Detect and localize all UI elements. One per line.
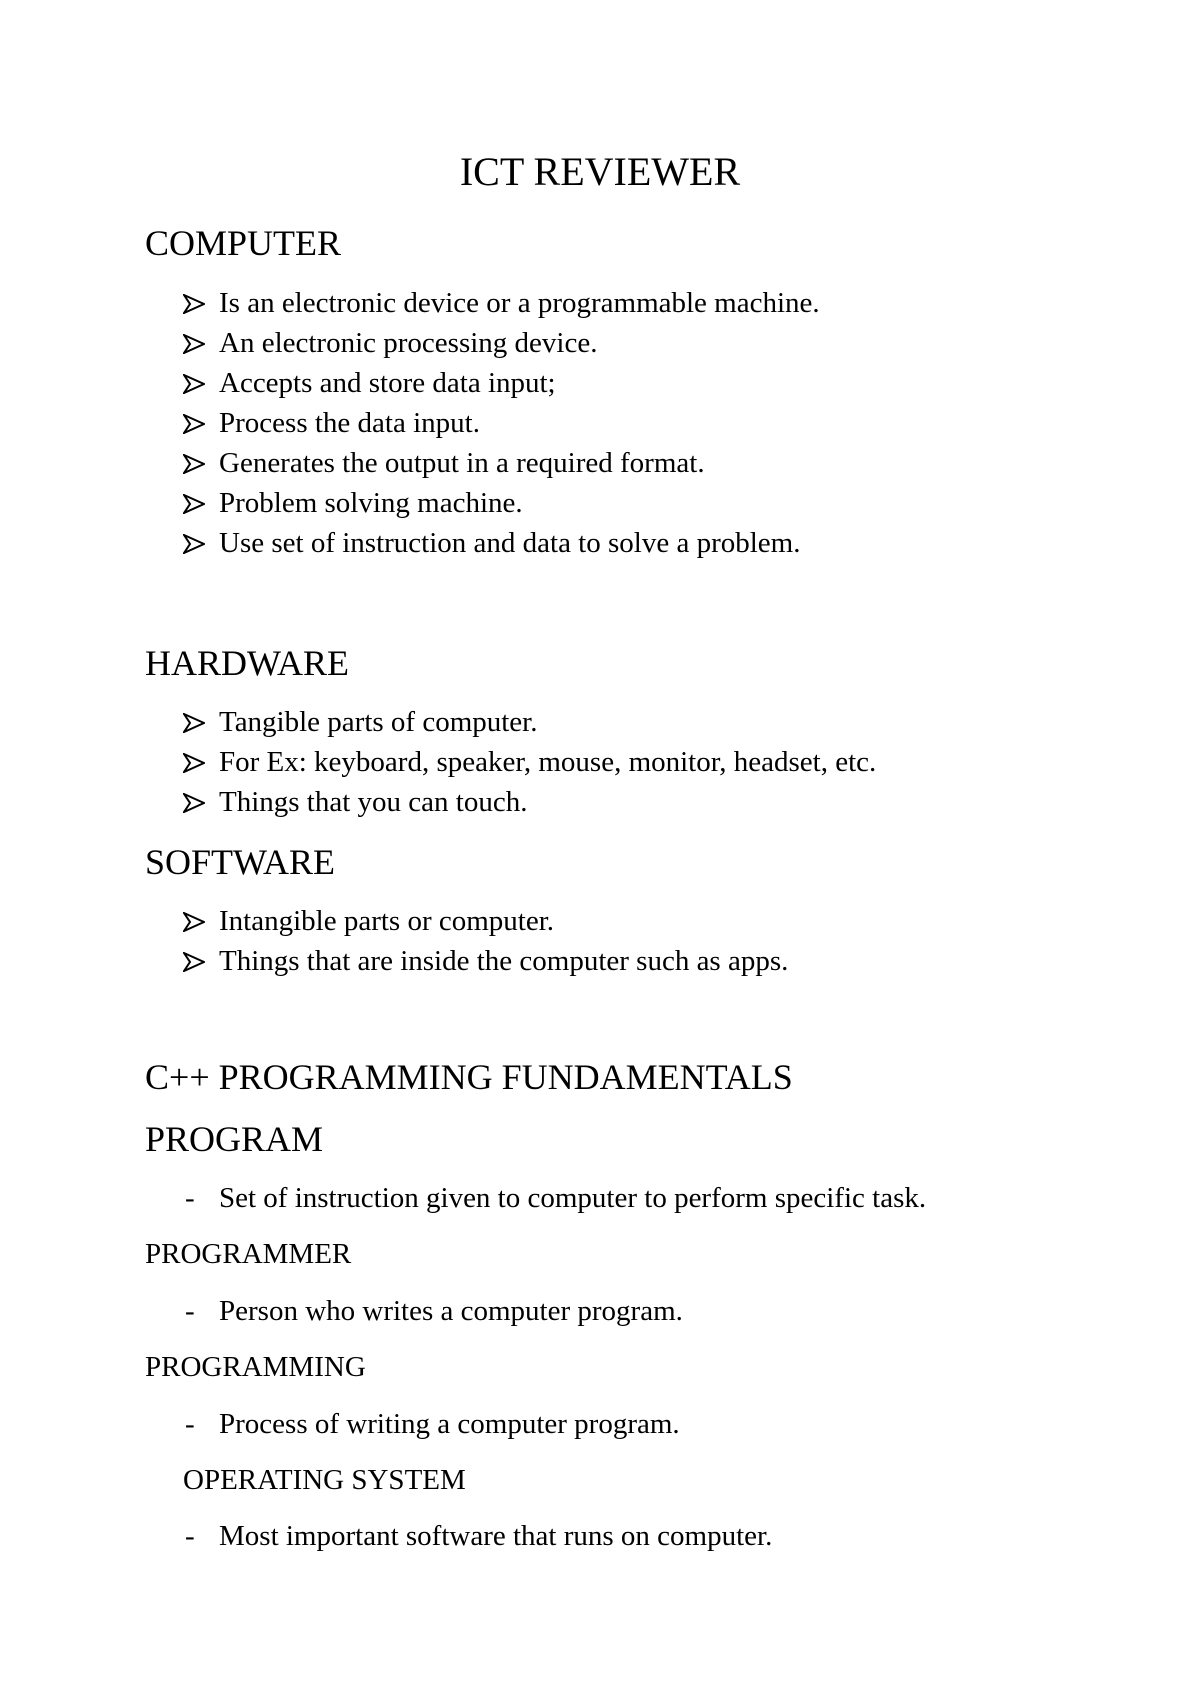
list-item-text: Set of instruction given to computer to perform specific task. [219,1182,927,1214]
list-item-text: Problem solving machine. [219,487,523,519]
arrowhead-bullet-icon [183,782,207,822]
dash-bullet: - [185,1408,195,1440]
list-item-text: Process the data input. [219,407,480,439]
arrowhead-bullet-icon [183,323,207,363]
program-list [183,1178,926,1218]
dash-bullet: - [185,1182,195,1214]
section-heading-program: PROGRAM [145,1119,324,1159]
list-item-text: Process of writing a computer program. [219,1408,680,1440]
list-item-text: Generates the output in a required format. [219,447,705,479]
list-item [183,283,820,323]
list-item [183,1178,926,1218]
programmer-list [183,1291,683,1331]
list-item-text: For Ex: keyboard, speaker, mouse, monitor, headset, etc. [219,746,877,778]
hardware-list [183,702,876,822]
section-heading-computer: COMPUTER [145,223,342,263]
operating-system-list [183,1516,772,1556]
arrowhead-bullet-icon [183,403,207,443]
list-item [183,403,820,443]
list-item [183,483,820,523]
arrowhead-bullet-icon [183,941,207,981]
list-item-text: Most important software that runs on computer. [219,1520,773,1552]
arrowhead-bullet-icon [183,283,207,323]
list-item-text: An electronic processing device. [219,327,598,359]
document-title: ICT REVIEWER [459,149,741,194]
computer-list [183,283,820,563]
list-item [183,941,788,981]
section-heading-operating-system: OPERATING SYSTEM [183,1464,466,1496]
list-item [183,901,788,941]
list-item-text: Things that are inside the computer such as apps. [219,945,789,977]
list-item-text: Intangible parts or computer. [219,905,555,937]
list-item [183,363,820,403]
dash-bullet: - [185,1295,195,1327]
list-item [183,1404,680,1444]
list-item [183,782,876,822]
list-item-text: Tangible parts of computer. [219,706,538,738]
arrowhead-bullet-icon [183,901,207,941]
list-item [183,702,876,742]
list-item [183,443,820,483]
list-item-text: Use set of instruction and data to solve a problem. [219,527,801,559]
list-item [183,742,876,782]
list-item [183,1516,772,1556]
list-item-text: Accepts and store data input; [219,367,556,399]
arrowhead-bullet-icon [183,742,207,782]
programming-list [183,1404,680,1444]
arrowhead-bullet-icon [183,702,207,742]
section-heading-cpp: C++ PROGRAMMING FUNDAMENTALS [145,1057,793,1097]
dash-bullet: - [185,1520,195,1552]
arrowhead-bullet-icon [183,443,207,483]
software-list [183,901,788,981]
arrowhead-bullet-icon [183,523,207,563]
arrowhead-bullet-icon [183,363,207,403]
list-item-text: Person who writes a computer program. [219,1295,683,1327]
section-heading-hardware: HARDWARE [145,643,349,683]
list-item [183,1291,683,1331]
section-heading-programmer: PROGRAMMER [145,1238,352,1270]
list-item [183,323,820,363]
arrowhead-bullet-icon [183,483,207,523]
list-item-text: Things that you can touch. [219,786,528,818]
section-heading-software: SOFTWARE [145,842,336,882]
section-heading-programming: PROGRAMMING [145,1351,366,1383]
list-item-text: Is an electronic device or a programmable machine. [219,287,820,319]
list-item [183,523,820,563]
